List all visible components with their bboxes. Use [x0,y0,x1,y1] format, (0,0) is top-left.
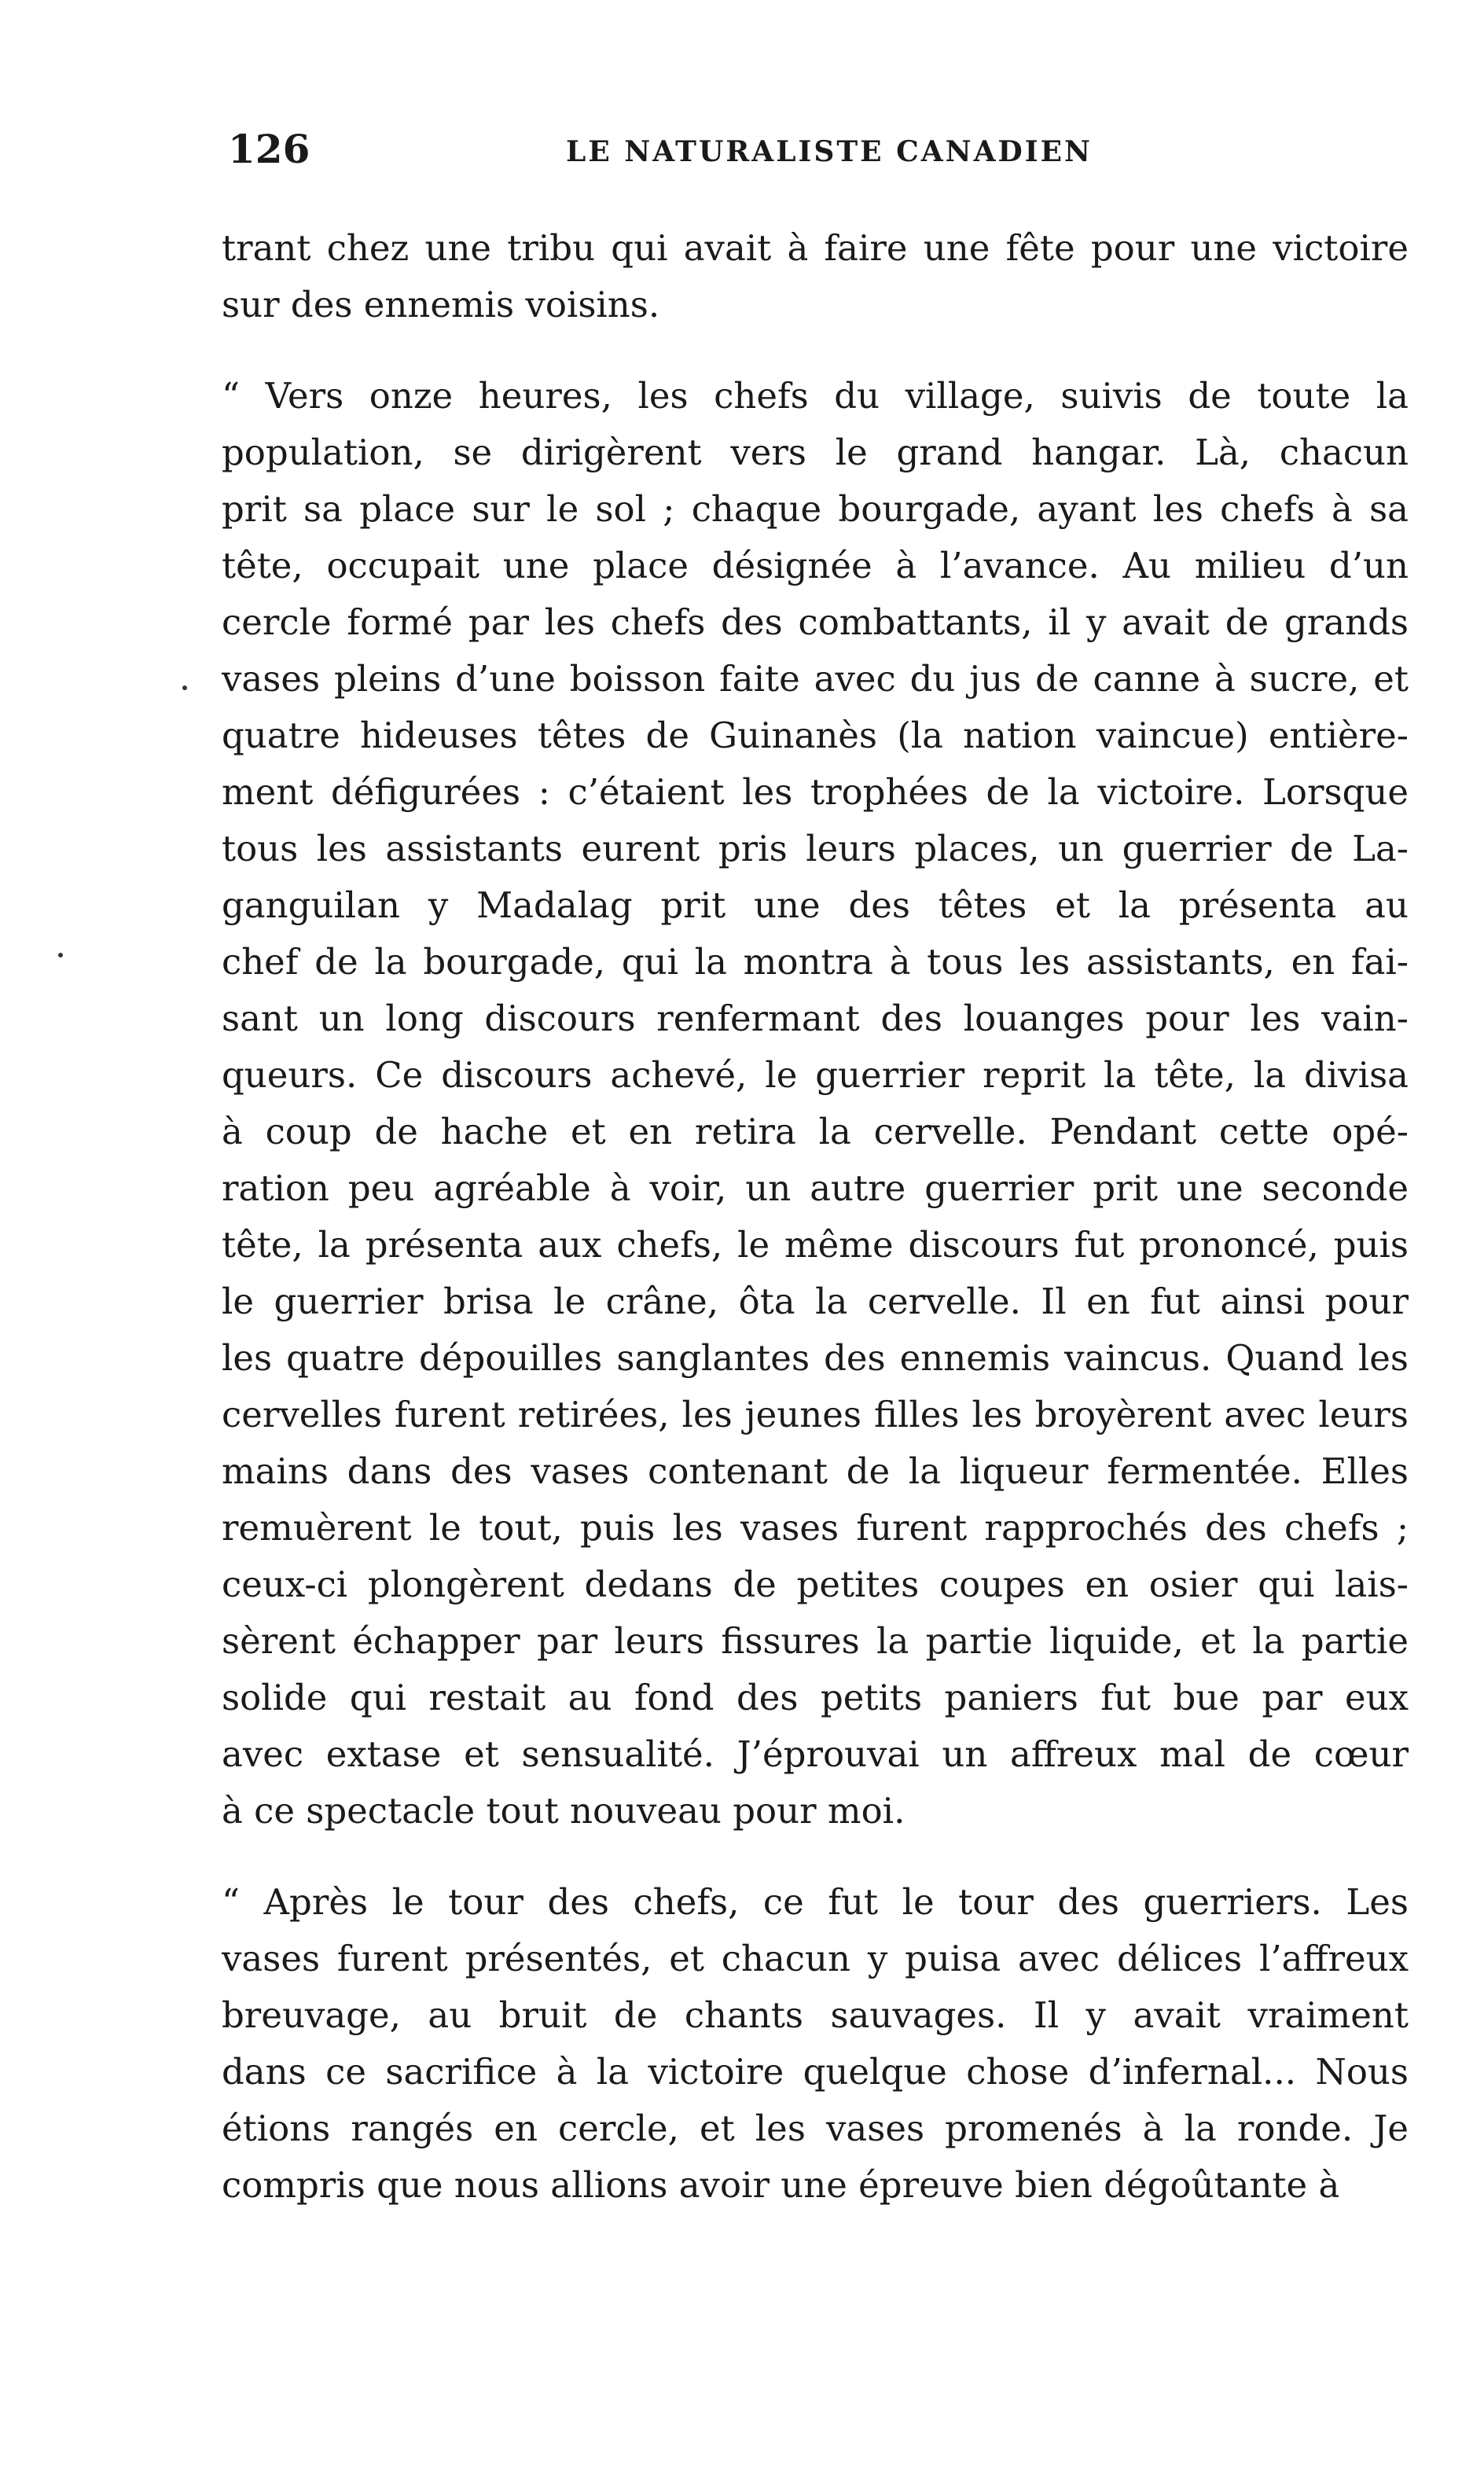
text-line: sant un long discours renfermant des louanges pour les vain- [222,998,1409,1039]
paragraph [222,368,1409,1839]
body-text [222,220,1409,2214]
text-line: à ce spectacle tout nouveau pour moi. [222,1790,905,1832]
text-line: “ Après le tour des chefs, ce fut le tour des guerriers. Les [222,1881,1409,1923]
text-line: solide qui restait au fond des petits paniers fut bue par eux [222,1677,1409,1718]
margin-speck [58,953,63,957]
text-line: “ Vers onze heures, les chefs du village, suivis de toute la [222,375,1409,417]
page-header [228,126,1407,189]
text-line: avec extase et sensualité. J’éprouvai un affreux mal de cœur [222,1733,1409,1775]
text-line: queurs. Ce discours achevé, le guerrier reprit la tête, la divisa [222,1054,1409,1096]
text-line: dans ce sacrifice à la victoire quelque chose d’infernal... Nous [222,2051,1409,2093]
text-line: quatre hideuses têtes de Guinanès (la nation vaincue) entière- [222,715,1409,756]
text-line: mains dans des vases contenant de la liqueur fermentée. Elles [222,1450,1409,1492]
text-line: vases pleins d’une boisson faite avec du jus de canne à sucre, et [222,658,1409,700]
text-line: prit sa place sur le sol ; chaque bourgade, ayant les chefs à sa [222,488,1409,530]
text-line: breuvage, au bruit de chants sauvages. Il y avait vraiment [222,1994,1409,2036]
margin-speck [182,685,187,690]
text-line: étions rangés en cercle, et les vases promenés à la ronde. Je [222,2108,1409,2149]
text-line: vases furent présentés, et chacun y puisa avec délices l’affreux [222,1938,1409,1979]
text-line: ganguilan y Madalag prit une des têtes et la présenta au [222,884,1409,926]
text-line: chef de la bourgade, qui la montra à tous les assistants, en fai- [222,941,1409,983]
paragraph [222,220,1409,333]
text-line: les quatre dépouilles sanglantes des ennemis vaincus. Quand les [222,1337,1409,1379]
text-line: trant chez une tribu qui avait à faire une fête pour une victoire [222,227,1409,269]
text-line: population, se dirigèrent vers le grand hangar. Là, chacun [222,432,1409,473]
paragraph-gap [222,1839,1409,1874]
text-line: à coup de hache et en retira la cervelle. Pendant cette opé- [222,1111,1409,1152]
text-line: tête, occupait une place désignée à l’avance. Au milieu d’un [222,545,1409,586]
text-line: ceux-ci plongèrent dedans de petites coupes en osier qui lais- [222,1564,1409,1605]
text-line: remuèrent le tout, puis les vases furent rapprochés des chefs ; [222,1507,1409,1549]
text-line: ration peu agréable à voir, un autre guerrier prit une seconde [222,1167,1409,1209]
text-line: le guerrier brisa le crâne, ôta la cervelle. Il en fut ainsi pour [222,1281,1409,1322]
text-line: cercle formé par les chefs des combattants, il y avait de grands [222,601,1409,643]
running-head: LE NATURALISTE CANADIEN [566,135,1093,168]
text-line: tous les assistants eurent pris leurs places, un guerrier de La- [222,828,1409,869]
paragraph [222,1874,1409,2214]
text-line: ment défigurées : c’étaient les trophées de la victoire. Lorsque [222,771,1409,813]
text-line: cervelles furent retirées, les jeunes filles les broyèrent avec leurs [222,1394,1409,1435]
page-number: 126 [228,126,310,172]
text-line: tête, la présenta aux chefs, le même discours fut prononcé, puis [222,1224,1409,1266]
text-line: sèrent échapper par leurs fissures la partie liquide, et la partie [222,1620,1409,1662]
text-line: compris que nous allions avoir une épreuve bien dégoûtante à [222,2164,1340,2206]
text-line: sur des ennemis voisins. [222,284,660,325]
paragraph-gap [222,333,1409,368]
